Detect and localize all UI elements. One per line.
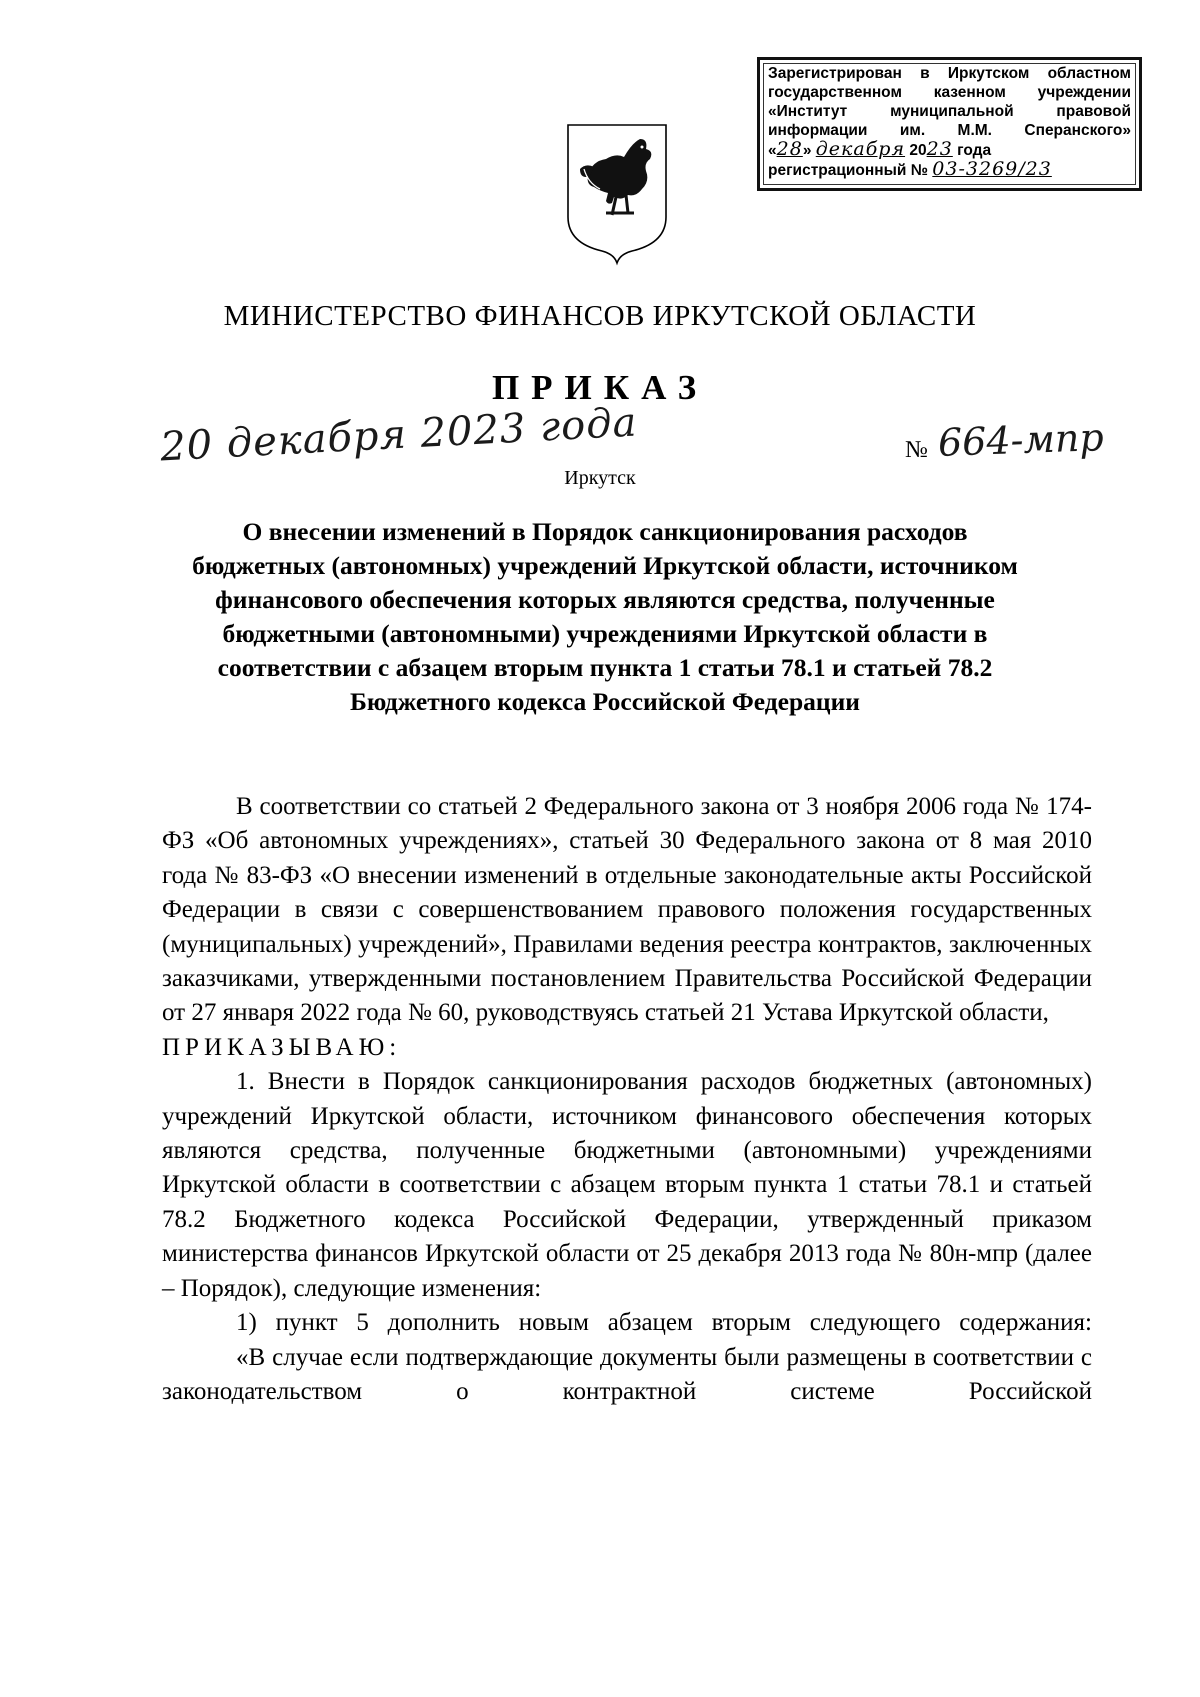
stamp-month: декабря [815, 140, 906, 160]
stamp-date-line: «28» декабря 2023 года [768, 140, 992, 160]
stamp-line-2: государственном казенном учреждении [768, 84, 1131, 101]
decree-word: ПРИКАЗЫВАЮ: [162, 1033, 402, 1061]
coat-of-arms-icon [562, 117, 672, 267]
document-body [162, 790, 1092, 1409]
document-title: О внесении изменений в Порядок санкционирования расходов бюджетных (автономных) учреждений Иркутской области, источником финансового обеспечения которых являются средства, полученные бюджетными (автономными) учреждениями Иркутской области в соответствии с абзацем вторым пункта 1 статьи 78.1 и статьей 78.2 Бюджетного кодекса Российской Федерации [192, 517, 1018, 716]
registration-stamp [757, 57, 1142, 191]
item-1-paragraph: 1. Внести в Порядок санкционирования расходов бюджетных (автономных) учреждений Иркутской области, источником финансового обеспечения которых являются средства, полученные бюджетными (автономными) учреждениями Иркутской области в соответствии с абзацем вторым пункта 1 статьи 78.1 и статьей 78.2 Бюджетного кодекса Российской Федерации, утвержденный приказом министерства финансов Иркутской области от 25 декабря 2013 года № 80н-мпр (далее – Порядок), следующие изменения: [162, 1068, 1092, 1302]
preamble-paragraph: В соответствии со статьей 2 Федерального закона от 3 ноября 2006 года № 174-ФЗ «Об автономных учреждениях», статьей 30 Федерального закона от 8 мая 2010 года № 83-ФЗ «О внесении изменений в отдельные законодательные акты Российской Федерации в связи с совершенствованием правового положения государственных (муниципальных) учреждений», Правилами ведения реестра контрактов, заключенных заказчиками, утвержденными постановлением Правительства Российской Федерации от 27 января 2022 года № 60, руководствуясь статьей 21 Устава Иркутской области, [162, 793, 1092, 1027]
stamp-year-word: года [957, 142, 992, 159]
document-type-heading: ПРИКАЗ [491, 368, 709, 407]
stamp-line-3: «Институт муниципальной правовой [768, 103, 1131, 120]
stamp-year-prefix: 20 [909, 142, 927, 159]
order-number-label: № [905, 437, 928, 463]
handwritten-date: 20 декабря 2023 года [159, 399, 639, 471]
stamp-day: 28 [776, 140, 803, 160]
stamp-reg-label: регистрационный № [768, 162, 928, 179]
ministry-name: МИНИСТЕРСТВО ФИНАНСОВ ИРКУТСКОЙ ОБЛАСТИ [223, 300, 977, 332]
stamp-line-4: информации им. М.М. Сперанского» [768, 122, 1131, 139]
city-name: Иркутск [564, 467, 636, 489]
stamp-reg-line [768, 160, 1131, 180]
quote-paragraph: «В случае если подтверждающие документы были размещены в соответствии с законодательством о контрактной системе Российской [162, 1343, 1092, 1405]
subitem-1-paragraph: 1) пункт 5 дополнить новым абзацем вторым следующего содержания: [236, 1309, 1092, 1337]
handwritten-order-number: 664-мпр [937, 415, 1105, 465]
stamp-line-1: Зарегистрирован в Иркутском областном [768, 65, 1131, 82]
stamp-year-suffix: 23 [926, 140, 953, 160]
stamp-reg-number: 03-3269/23 [932, 160, 1052, 180]
